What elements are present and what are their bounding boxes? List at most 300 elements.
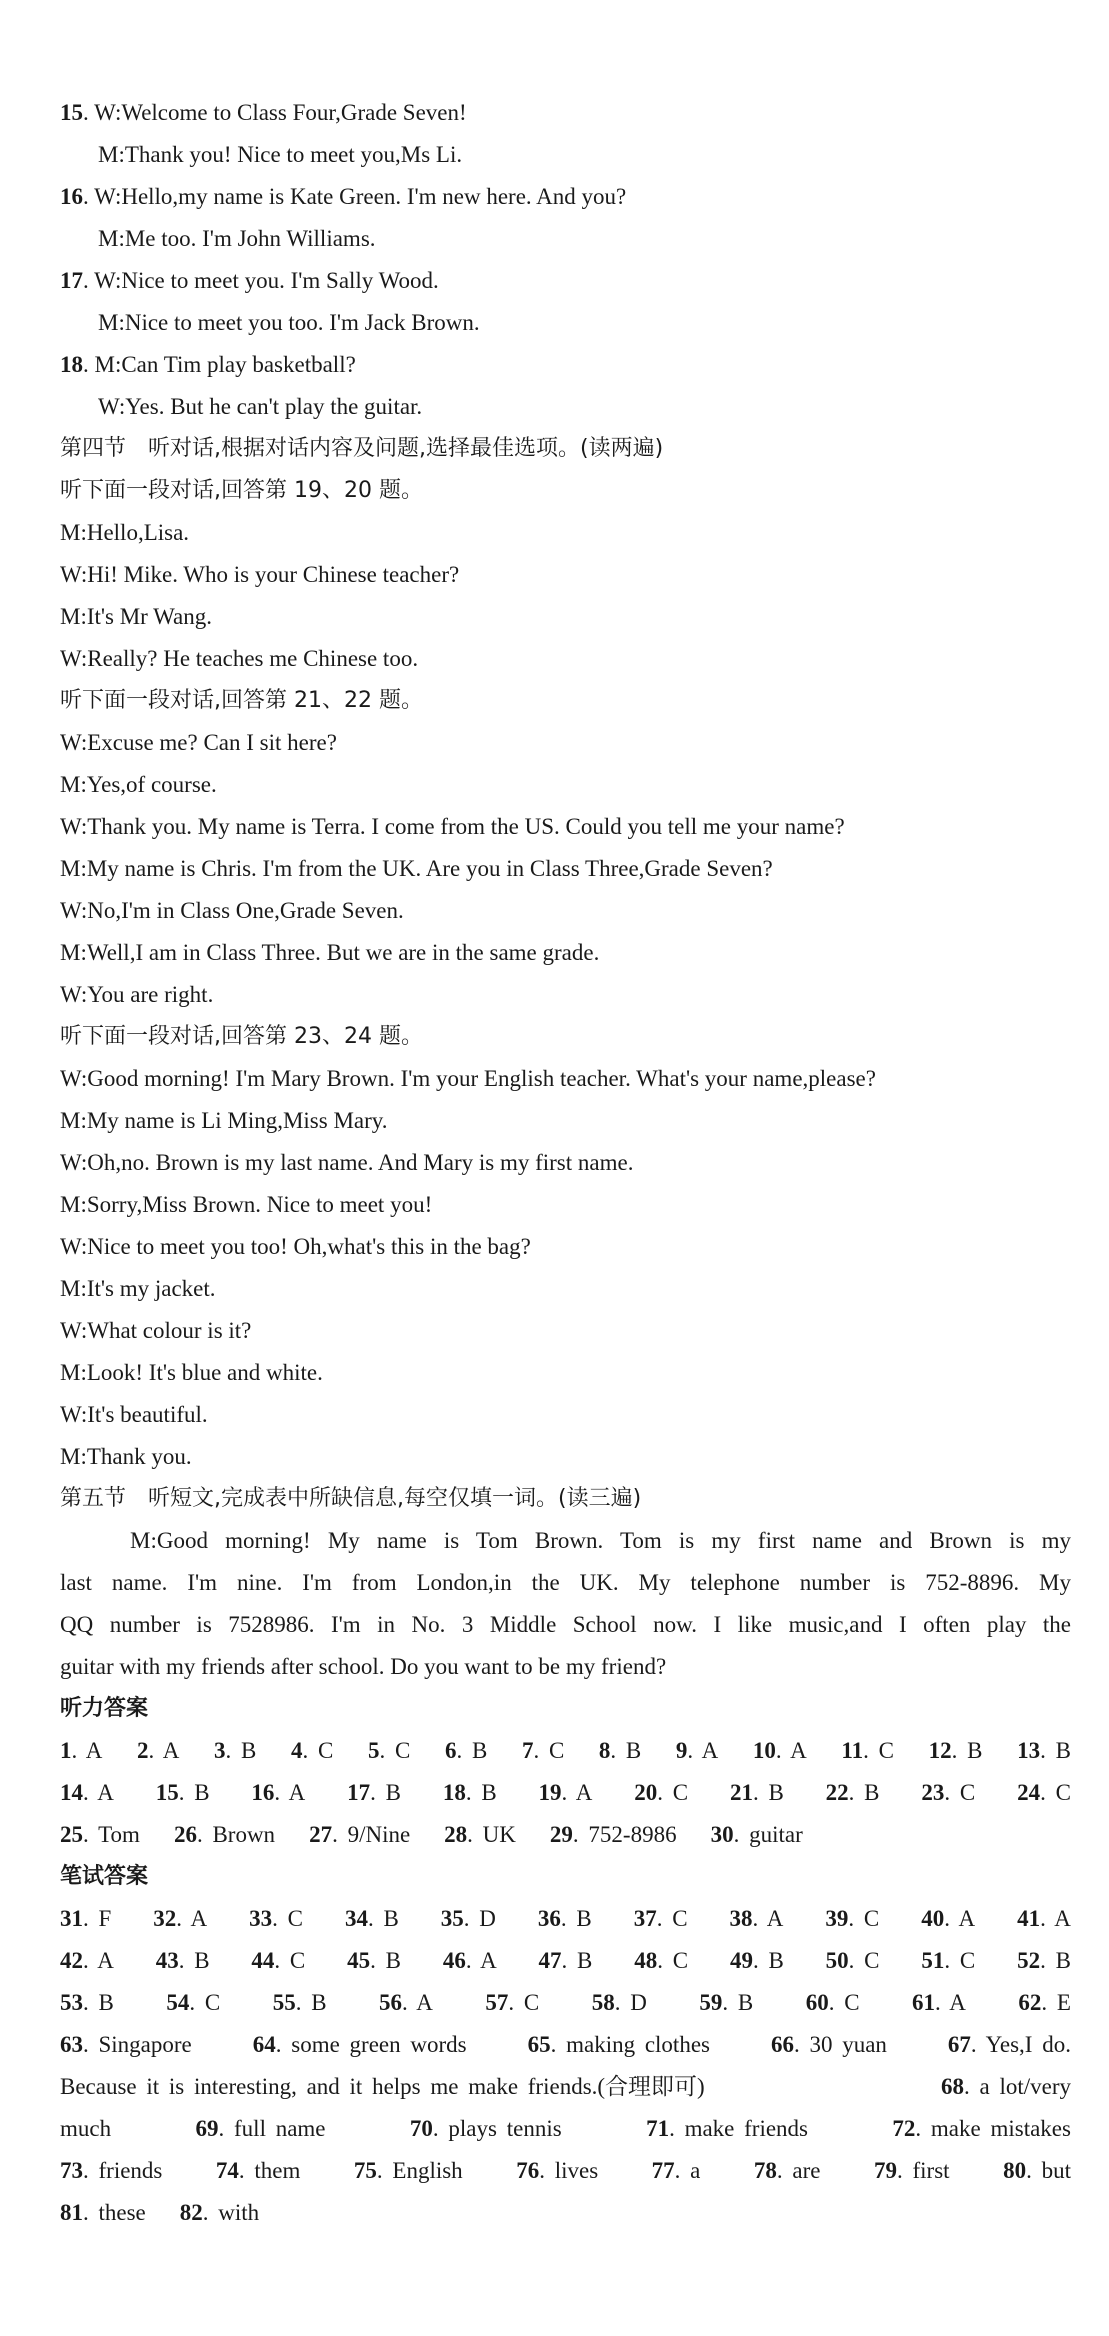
- answer-number: 52: [1017, 1948, 1041, 1973]
- answer-value: B: [383, 1906, 399, 1931]
- answer-value: C: [317, 1738, 334, 1763]
- answer-value: 752-8986: [588, 1822, 677, 1847]
- answer-item: 81. these: [60, 2200, 146, 2225]
- passage-line: M:Good morning! My name is Tom Brown. Tom is my first name and Brown is my: [130, 1528, 1071, 1553]
- answer-value: A: [97, 1948, 114, 1973]
- answer-value: 9/Nine: [347, 1822, 411, 1847]
- dialogue-line: M:It's Mr Wang.: [60, 604, 213, 629]
- answer-value: B: [194, 1780, 210, 1805]
- answer-value: A: [288, 1780, 306, 1805]
- answer-item: 49. B: [729, 1948, 784, 1973]
- answer-value: B: [385, 1780, 401, 1805]
- answer-item: 63. Singapore: [60, 2032, 192, 2057]
- answer-item: 27. 9/Nine: [309, 1822, 411, 1847]
- answer-row: [0, 1898, 1109, 1940]
- answer-value: A: [97, 1780, 114, 1805]
- answer-item: 48. C: [634, 1948, 689, 1973]
- answer-value: Yes,I do.: [985, 2032, 1071, 2057]
- answer-value: C: [672, 1948, 689, 1973]
- answer-row: [0, 1982, 1109, 2024]
- answer-value: A: [162, 1738, 180, 1763]
- answer-row: [0, 2150, 1109, 2192]
- answer-item: 53. B: [60, 1990, 114, 2015]
- answer-number: 47: [538, 1948, 562, 1973]
- answer-item: 4. C: [290, 1738, 334, 1763]
- answer-number: 33: [249, 1906, 273, 1931]
- answer-number: 20: [634, 1780, 658, 1805]
- answer-number: 71: [646, 2116, 670, 2141]
- answer-number: 57: [485, 1990, 509, 2015]
- answer-value: B: [98, 1990, 114, 2015]
- answer-item: 54. C: [166, 1990, 221, 2015]
- dialogue-line: . W:Hello,my name is Kate Green. I'm new here. And you?: [83, 184, 627, 209]
- dialogue-line: W:Hi! Mike. Who is your Chinese teacher?: [60, 562, 460, 587]
- answer-number: 32: [153, 1906, 177, 1931]
- answer-number: 39: [825, 1906, 849, 1931]
- answer-item: 77. a: [651, 2158, 701, 2183]
- answer-item: 7. C: [521, 1738, 565, 1763]
- answer-number: 49: [729, 1948, 753, 1973]
- answer-item: 71. make friends: [646, 2116, 809, 2141]
- answer-value: B: [967, 1738, 983, 1763]
- answer-number: 72: [892, 2116, 916, 2141]
- answer-value: B: [194, 1948, 210, 1973]
- answer-value: English: [392, 2158, 463, 2183]
- dialogue-reply: M:Nice to meet you too. I'm Jack Brown.: [98, 310, 480, 335]
- answer-value: plays tennis: [448, 2116, 562, 2141]
- answer-number: 74: [215, 2158, 239, 2183]
- answer-value: lives: [554, 2158, 599, 2183]
- answer-item: 79. first: [874, 2158, 950, 2183]
- answer-number: 27: [309, 1822, 333, 1847]
- answer-number: 62: [1018, 1990, 1042, 2015]
- answer-value: A: [85, 1738, 103, 1763]
- answer-value: full name: [234, 2116, 326, 2141]
- answer-number: 66: [770, 2032, 794, 2057]
- answer-number: 34: [344, 1906, 368, 1931]
- answer-value: B: [481, 1780, 497, 1805]
- answer-number: 78: [753, 2158, 777, 2183]
- answer-number: 65: [527, 2032, 551, 2057]
- answer-item: 82. with: [179, 2200, 260, 2225]
- answer-item: 39. C: [825, 1906, 880, 1931]
- answer-value: making clothes: [566, 2032, 710, 2057]
- answer-row: [0, 2024, 1109, 2066]
- answer-number: 26: [173, 1822, 197, 1847]
- answer-number: 25: [60, 1822, 83, 1847]
- answer-item: 11. C: [841, 1738, 894, 1763]
- answer-item: 62. E: [1018, 1990, 1071, 2015]
- answer-item: 70. plays tennis: [409, 2116, 562, 2141]
- answer-number: 55: [272, 1990, 296, 2015]
- answer-number: 68: [941, 2074, 964, 2099]
- answer-heading: 听力答案: [60, 1696, 149, 1721]
- answer-value: with: [218, 2200, 260, 2225]
- answer-value: B: [471, 1738, 488, 1763]
- answer-item: 14. A: [60, 1780, 114, 1805]
- answer-number: 11: [841, 1738, 864, 1763]
- answer-number: 82: [179, 2200, 203, 2225]
- answer-item: 3. B: [214, 1738, 257, 1763]
- dialogue-line: M:Sorry,Miss Brown. Nice to meet you!: [60, 1192, 433, 1217]
- answer-number: 81: [60, 2200, 83, 2225]
- passage-line: guitar with my friends after school. Do you want to be my friend?: [60, 1654, 667, 1679]
- answer-item: 38. A: [729, 1906, 784, 1931]
- dialogue-line: M:It's my jacket.: [60, 1276, 216, 1301]
- answer-number: 18: [442, 1780, 466, 1805]
- answer-item: [60, 2108, 111, 2150]
- answer-row: [0, 1814, 1109, 1856]
- answer-number: 14: [60, 1780, 83, 1805]
- answer-value: a lot/very: [979, 2074, 1071, 2099]
- answer-heading: 笔试答案: [60, 1864, 149, 1889]
- answer-number: 5: [367, 1738, 380, 1763]
- dialogue-question: [0, 176, 1109, 218]
- answer-value: C: [287, 1906, 303, 1931]
- answer-value: C: [204, 1990, 221, 2015]
- instruction-line: 听下面一段对话,回答第 21、22 题。: [60, 688, 423, 713]
- answer-value: B: [577, 1948, 593, 1973]
- answer-number: 29: [549, 1822, 573, 1847]
- answer-value: B: [625, 1738, 642, 1763]
- answer-item: 35. D: [440, 1906, 496, 1931]
- answer-value: E: [1056, 1990, 1071, 2015]
- answer-number: 19: [538, 1780, 562, 1805]
- answer-item: 15. B: [155, 1780, 210, 1805]
- answer-value: friends: [98, 2158, 163, 2183]
- answer-number: 1: [60, 1738, 72, 1763]
- answer-item: 47. B: [538, 1948, 593, 1973]
- answer-number: 79: [874, 2158, 897, 2183]
- answer-value: C: [864, 1948, 880, 1973]
- answer-number: 43: [155, 1948, 179, 1973]
- question-number: 15: [60, 100, 83, 125]
- answer-item: 17. B: [347, 1780, 401, 1805]
- answer-item: 28. UK: [444, 1822, 516, 1847]
- answer-item: 21. B: [729, 1780, 784, 1805]
- dialogue-line: M:My name is Chris. I'm from the UK. Are you in Class Three,Grade Seven?: [60, 856, 773, 881]
- answer-number: 59: [699, 1990, 723, 2015]
- answer-number: 70: [409, 2116, 433, 2141]
- answer-value: B: [385, 1948, 401, 1973]
- dialogue-line: W:It's beautiful.: [60, 1402, 208, 1427]
- answer-value: C: [672, 1780, 689, 1805]
- answer-item: 75. English: [353, 2158, 463, 2183]
- answer-value: A: [958, 1906, 976, 1931]
- answer-number: 6: [444, 1738, 457, 1763]
- answer-number: 56: [379, 1990, 403, 2015]
- answer-value: but: [1041, 2158, 1071, 2183]
- answer-value: Because it is interesting, and it helps me make friends.(合理即可): [60, 2074, 705, 2099]
- answer-item: 34. B: [344, 1906, 399, 1931]
- dialogue-line: M:Hello,Lisa.: [60, 520, 190, 545]
- answer-item: 59. B: [699, 1990, 754, 2015]
- answer-item: 13. B: [1017, 1738, 1071, 1763]
- dialogue-line: M:Yes,of course.: [60, 772, 217, 797]
- answer-number: 46: [442, 1948, 466, 1973]
- dialogue-reply: W:Yes. But he can't play the guitar.: [98, 394, 423, 419]
- answer-number: 45: [347, 1948, 371, 1973]
- answer-item: 37. C: [633, 1906, 688, 1931]
- answer-number: 64: [252, 2032, 276, 2057]
- answer-number: 54: [166, 1990, 190, 2015]
- answer-item: 43. B: [155, 1948, 210, 1973]
- answer-value: B: [311, 1990, 327, 2015]
- answer-item: 64. some green words: [252, 2032, 467, 2057]
- answer-number: 80: [1003, 2158, 1027, 2183]
- answer-item: 52. B: [1017, 1948, 1071, 1973]
- answer-number: 48: [634, 1948, 658, 1973]
- answer-value: C: [863, 1906, 880, 1931]
- answer-number: 75: [353, 2158, 377, 2183]
- dialogue-line: W:Thank you. My name is Terra. I come from the US. Could you tell me your name?: [60, 814, 845, 839]
- answer-value: C: [1055, 1780, 1071, 1805]
- answer-row: [0, 1940, 1109, 1982]
- answer-number: 37: [633, 1906, 657, 1931]
- answer-number: 15: [155, 1780, 179, 1805]
- answer-number: 8: [598, 1738, 611, 1763]
- answer-item: 56. A: [379, 1990, 433, 2015]
- answer-value: A: [949, 1990, 966, 2015]
- answer-value: A: [790, 1738, 807, 1763]
- answer-number: 40: [921, 1906, 945, 1931]
- answer-value: C: [959, 1948, 976, 1973]
- answer-item: 50. C: [825, 1948, 880, 1973]
- dialogue-line: M:Well,I am in Class Three. But we are in the same grade.: [60, 940, 600, 965]
- answer-item: 45. B: [347, 1948, 401, 1973]
- answer-item: 46. A: [442, 1948, 497, 1973]
- answer-value: B: [576, 1906, 592, 1931]
- dialogue-line: W:Oh,no. Brown is my last name. And Mary is my first name.: [60, 1150, 634, 1175]
- dialogue-line: . W:Nice to meet you. I'm Sally Wood.: [83, 268, 439, 293]
- passage-line: last name. I'm nine. I'm from London,in the UK. My telephone number is 752-8896. My: [60, 1570, 1071, 1595]
- answer-value: A: [480, 1948, 497, 1973]
- dialogue-line: W:Excuse me? Can I sit here?: [60, 730, 337, 755]
- dialogue-line: M:Look! It's blue and white.: [60, 1360, 323, 1385]
- answer-item: 61. A: [912, 1990, 966, 2015]
- answer-row: [0, 2066, 1109, 2108]
- answer-number: 42: [60, 1948, 83, 1973]
- answer-number: 7: [521, 1738, 534, 1763]
- section-heading: 第四节 听对话,根据对话内容及问题,选择最佳选项。(读两遍): [60, 436, 664, 461]
- answer-item: 18. B: [442, 1780, 497, 1805]
- answer-item: 76. lives: [516, 2158, 599, 2183]
- answer-value: B: [1055, 1948, 1071, 1973]
- answer-value: B: [768, 1948, 784, 1973]
- answer-value: B: [1055, 1738, 1071, 1763]
- answer-value: first: [912, 2158, 950, 2183]
- answer-number: 4: [290, 1738, 303, 1763]
- answer-item: 60. C: [805, 1990, 860, 2015]
- instruction-line: 听下面一段对话,回答第 19、20 题。: [60, 478, 423, 503]
- answer-item: 24. C: [1017, 1780, 1071, 1805]
- answer-value: C: [672, 1906, 688, 1931]
- answer-number: 44: [251, 1948, 275, 1973]
- dialogue-question: [0, 344, 1109, 386]
- answer-number: 41: [1017, 1906, 1041, 1931]
- answer-item: 80. but: [1003, 2158, 1071, 2183]
- passage-line: QQ number is 7528986. I'm in No. 3 Middle School now. I like music,and I often play the: [60, 1612, 1071, 1637]
- answer-item: 26. Brown: [173, 1822, 276, 1847]
- answer-number: 51: [921, 1948, 945, 1973]
- answer-value: A: [190, 1906, 208, 1931]
- answer-value: some green words: [291, 2032, 467, 2057]
- answer-item: 72. make mistakes: [892, 2116, 1071, 2141]
- answer-number: 22: [825, 1780, 849, 1805]
- answer-value: C: [523, 1990, 540, 2015]
- question-number: 18: [60, 352, 83, 377]
- answer-number: 61: [912, 1990, 936, 2015]
- answer-item: 51. C: [921, 1948, 976, 1973]
- section-heading: 第五节 听短文,完成表中所缺信息,每空仅填一词。(读三遍): [60, 1486, 642, 1511]
- answer-value: C: [844, 1990, 860, 2015]
- answer-item: 67. Yes,I do.: [947, 2032, 1071, 2057]
- answer-number: 69: [195, 2116, 219, 2141]
- answer-number: 76: [516, 2158, 540, 2183]
- answer-value: B: [768, 1780, 784, 1805]
- answer-number: 12: [928, 1738, 952, 1763]
- answer-item: 55. B: [272, 1990, 327, 2015]
- answer-value: make friends: [684, 2116, 809, 2141]
- answer-item: 25. Tom: [60, 1822, 140, 1847]
- dialogue-question: [0, 92, 1109, 134]
- answer-value: them: [254, 2158, 301, 2183]
- answer-number: 77: [651, 2158, 675, 2183]
- answer-item: 16. A: [251, 1780, 306, 1805]
- answer-number: 17: [347, 1780, 371, 1805]
- answer-row: [0, 1772, 1109, 1814]
- answer-value: B: [864, 1780, 880, 1805]
- dialogue-line: W:Really? He teaches me Chinese too.: [60, 646, 419, 671]
- answer-value: Tom: [98, 1822, 140, 1847]
- answer-value: A: [575, 1780, 593, 1805]
- answer-item: 69. full name: [195, 2116, 326, 2141]
- instruction-line: 听下面一段对话,回答第 23、24 题。: [60, 1024, 423, 1049]
- answer-value: make mistakes: [930, 2116, 1071, 2141]
- answer-number: 3: [214, 1738, 226, 1763]
- answer-item: 6. B: [444, 1738, 488, 1763]
- answer-value: much: [60, 2116, 112, 2141]
- answer-number: 63: [60, 2032, 83, 2057]
- answer-item: [60, 2066, 705, 2108]
- answer-item: 31. F: [60, 1906, 112, 1931]
- answer-number: 67: [947, 2032, 971, 2057]
- answer-number: 30: [710, 1822, 734, 1847]
- answer-number: 36: [537, 1906, 561, 1931]
- dialogue-reply: M:Thank you! Nice to meet you,Ms Li.: [98, 142, 463, 167]
- dialogue-line: W:Good morning! I'm Mary Brown. I'm your English teacher. What's your name,please?: [60, 1066, 876, 1091]
- answer-value: C: [959, 1780, 976, 1805]
- dialogue-line: W:What colour is it?: [60, 1318, 252, 1343]
- dialogue-line: M:My name is Li Ming,Miss Mary.: [60, 1108, 388, 1133]
- answer-number: 38: [729, 1906, 753, 1931]
- answer-value: A: [766, 1906, 784, 1931]
- answer-value: C: [394, 1738, 411, 1763]
- answer-item: 66. 30 yuan: [770, 2032, 887, 2057]
- answer-number: 35: [440, 1906, 464, 1931]
- dialogue-question: [0, 260, 1109, 302]
- answer-item: 19. A: [538, 1780, 593, 1805]
- answer-item: 23. C: [921, 1780, 976, 1805]
- answer-item: 8. B: [598, 1738, 642, 1763]
- answer-row: [0, 2192, 1109, 2234]
- answer-value: A: [701, 1738, 719, 1763]
- answer-value: Brown: [212, 1822, 276, 1847]
- answer-number: 2: [137, 1738, 149, 1763]
- answer-item: 44. C: [251, 1948, 306, 1973]
- answer-item: 29. 752-8986: [549, 1822, 677, 1847]
- answer-number: 53: [60, 1990, 83, 2015]
- answer-row: [0, 1730, 1109, 1772]
- answer-row: [0, 2108, 1109, 2150]
- answer-number: 10: [752, 1738, 776, 1763]
- answer-number: 13: [1017, 1738, 1041, 1763]
- answer-value: a: [690, 2158, 701, 2183]
- answer-item: 30. guitar: [710, 1822, 803, 1847]
- answer-item: 42. A: [60, 1948, 114, 1973]
- answer-value: these: [98, 2200, 146, 2225]
- answer-item: 5. C: [367, 1738, 411, 1763]
- question-number: 17: [60, 268, 83, 293]
- answer-number: 9: [675, 1738, 688, 1763]
- answer-item: 12. B: [928, 1738, 983, 1763]
- answer-item: 68. a lot/very: [941, 2074, 1071, 2099]
- dialogue-line: W:You are right.: [60, 982, 214, 1007]
- answer-value: C: [548, 1738, 565, 1763]
- answer-item: 57. C: [485, 1990, 540, 2015]
- answer-value: A: [1054, 1906, 1071, 1931]
- answer-value: C: [289, 1948, 306, 1973]
- answer-item: 22. B: [825, 1780, 880, 1805]
- answer-number: 21: [729, 1780, 753, 1805]
- answer-item: 40. A: [921, 1906, 976, 1931]
- answer-value: F: [98, 1906, 112, 1931]
- answer-item: 36. B: [537, 1906, 592, 1931]
- answer-value: UK: [482, 1822, 516, 1847]
- answer-item: 33. C: [249, 1906, 303, 1931]
- answer-item: 2. A: [137, 1738, 180, 1763]
- answer-number: 58: [591, 1990, 615, 2015]
- answer-number: 24: [1017, 1780, 1041, 1805]
- answer-number: 60: [805, 1990, 829, 2015]
- answer-value: 30 yuan: [809, 2032, 887, 2057]
- answer-item: 10. A: [752, 1738, 807, 1763]
- answer-number: 23: [921, 1780, 945, 1805]
- answer-number: 73: [60, 2158, 83, 2183]
- answer-value: guitar: [749, 1822, 803, 1847]
- dialogue-line: W:Nice to meet you too! Oh,what's this in the bag?: [60, 1234, 531, 1259]
- answer-value: C: [878, 1738, 894, 1763]
- answer-value: D: [479, 1906, 496, 1931]
- answer-value: D: [630, 1990, 647, 2015]
- answer-value: B: [241, 1738, 257, 1763]
- answer-number: 31: [60, 1906, 83, 1931]
- answer-number: 28: [444, 1822, 468, 1847]
- answer-item: 73. friends: [60, 2158, 163, 2183]
- answer-item: 74. them: [215, 2158, 301, 2183]
- answer-item: 41. A: [1017, 1906, 1071, 1931]
- answer-number: 50: [825, 1948, 849, 1973]
- answer-item: 9. A: [675, 1738, 719, 1763]
- answer-value: B: [737, 1990, 754, 2015]
- dialogue-line: M:Thank you.: [60, 1444, 192, 1469]
- dialogue-reply: M:Me too. I'm John Williams.: [98, 226, 376, 251]
- answer-item: 78. are: [753, 2158, 821, 2183]
- answer-item: 20. C: [634, 1780, 689, 1805]
- answer-item: 1. A: [60, 1738, 103, 1763]
- answer-item: 32. A: [153, 1906, 208, 1931]
- answer-value: Singapore: [98, 2032, 192, 2057]
